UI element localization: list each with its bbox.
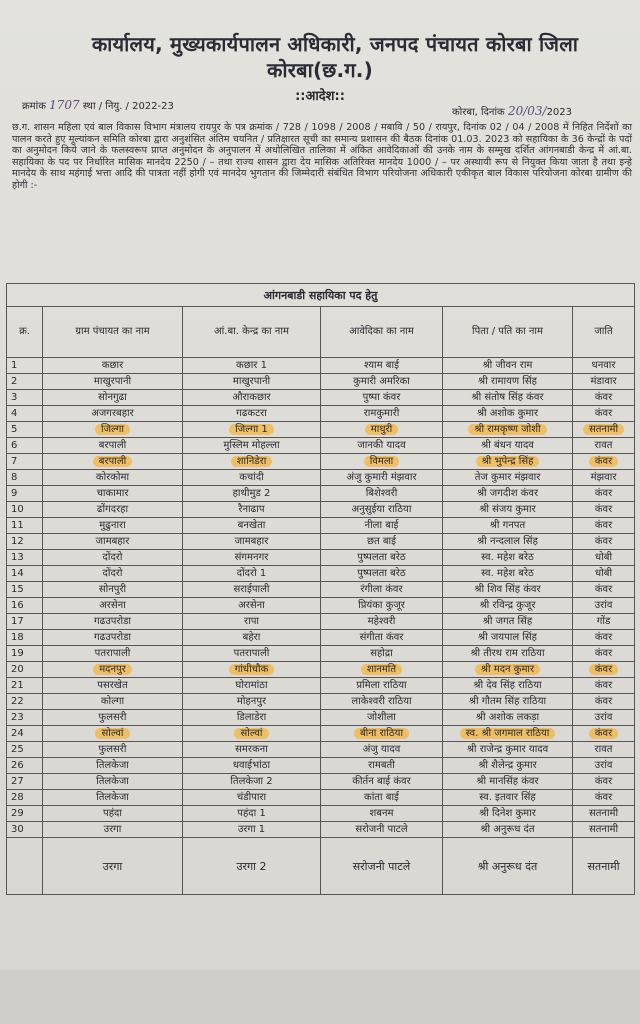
cell-col-center: कछार 1 bbox=[183, 358, 321, 374]
cell-col-applicant: सहोद्रा bbox=[321, 646, 443, 662]
cell-col-gram-panchayat: सोनगुढा bbox=[43, 390, 183, 406]
table-row bbox=[7, 678, 635, 694]
cell-col-gram-panchayat: उरगा bbox=[43, 822, 183, 838]
cell-col-sno: 9 bbox=[7, 486, 43, 502]
cell-col-sno: 4 bbox=[7, 406, 43, 422]
cell-col-applicant: शबनम bbox=[321, 806, 443, 822]
table-row bbox=[7, 774, 635, 790]
highlight-mark: मदनपुर bbox=[93, 664, 132, 675]
cell-col-caste: कंवर bbox=[573, 630, 635, 646]
cell-col-caste: कंवर bbox=[573, 646, 635, 662]
cell-col-sno: 27 bbox=[7, 774, 43, 790]
cell-col-applicant bbox=[321, 454, 443, 470]
cell-col-applicant: पुष्पलता बरेठ bbox=[321, 566, 443, 582]
cell-col-caste: रावत bbox=[573, 742, 635, 758]
cell-col-center: संगमनगर bbox=[183, 550, 321, 566]
cell-col-caste: कंवर bbox=[573, 774, 635, 790]
cell-col-sno: 8 bbox=[7, 470, 43, 486]
highlight-mark: सोल्वां bbox=[95, 728, 129, 739]
cell-col-father: श्री अनुरूध दंत bbox=[443, 822, 573, 838]
header-col-sno: क्र. bbox=[7, 307, 43, 358]
table-row bbox=[7, 646, 635, 662]
cell-col-center: घोरामांठा bbox=[183, 678, 321, 694]
cell-col-center bbox=[183, 662, 321, 678]
highlight-mark: माधुरी bbox=[365, 424, 398, 435]
cell-col-gram-panchayat: तिलकेजा bbox=[43, 774, 183, 790]
cell-col-center: समरकना bbox=[183, 742, 321, 758]
cell-col-sno: 12 bbox=[7, 534, 43, 550]
date-handwritten: 20/03/ bbox=[507, 104, 547, 118]
cell-col-father: श्री मानसिंह कंवर bbox=[443, 774, 573, 790]
cell-col-sno: 22 bbox=[7, 694, 43, 710]
cell-col-applicant: पुष्पा कंवर bbox=[321, 390, 443, 406]
cell-col-father: तेज कुमार मंझवार bbox=[443, 470, 573, 486]
cell-col-applicant: कुमारी अमरिका bbox=[321, 374, 443, 390]
cell-col-caste: मंझवार bbox=[573, 470, 635, 486]
cell-col-applicant: श्याम बाई bbox=[321, 358, 443, 374]
table-row bbox=[7, 790, 635, 806]
table-row bbox=[7, 422, 635, 438]
cell-col-father: श्री शैलेन्द्र कुमार bbox=[443, 758, 573, 774]
highlight-mark: विमला bbox=[364, 456, 400, 467]
table-row bbox=[7, 838, 635, 895]
cell-col-caste bbox=[573, 726, 635, 742]
cell-col-sno: 2 bbox=[7, 374, 43, 390]
cell-col-applicant: अनुसुईया राठिया bbox=[321, 502, 443, 518]
cell-col-gram-panchayat: माखुरपानी bbox=[43, 374, 183, 390]
office-title-district: कोरबा(छ.ग.) bbox=[267, 58, 373, 82]
cell-col-applicant: कीर्तन बाई कंवर bbox=[321, 774, 443, 790]
cell-col-gram-panchayat: पसरखेत bbox=[43, 678, 183, 694]
cell-col-caste: कंवर bbox=[573, 390, 635, 406]
cell-col-gram-panchayat: फुलसरी bbox=[43, 710, 183, 726]
date-prefix: कोरबा, दिनांक bbox=[452, 107, 505, 118]
cell-col-gram-panchayat bbox=[43, 422, 183, 438]
cell-col-sno: 19 bbox=[7, 646, 43, 662]
cell-col-center: पतरापाली bbox=[183, 646, 321, 662]
cell-col-father: श्री जगदीश कंवर bbox=[443, 486, 573, 502]
cell-col-applicant bbox=[321, 422, 443, 438]
cell-col-caste: सतनामी bbox=[573, 806, 635, 822]
cell-col-gram-panchayat bbox=[43, 454, 183, 470]
cell-col-center: दोंदरो 1 bbox=[183, 566, 321, 582]
cell-col-caste: धोबी bbox=[573, 566, 635, 582]
cell-col-center: पहंदा 1 bbox=[183, 806, 321, 822]
cell-col-caste: कंवर bbox=[573, 678, 635, 694]
cell-col-father: श्री राजेन्द्र कुमार यादव bbox=[443, 742, 573, 758]
cell-col-sno: 11 bbox=[7, 518, 43, 534]
cell-col-sno: 18 bbox=[7, 630, 43, 646]
table-row bbox=[7, 454, 635, 470]
cell-col-gram-panchayat: सोनपुरी bbox=[43, 582, 183, 598]
cell-col-father: श्री रामायण सिंह bbox=[443, 374, 573, 390]
cell-col-caste: कंवर bbox=[573, 790, 635, 806]
cell-col-sno: 10 bbox=[7, 502, 43, 518]
highlight-mark: श्री भुपेन्द्र सिंह bbox=[476, 456, 540, 467]
cell-col-caste: सतनामी bbox=[573, 838, 635, 895]
highlight-mark: श्री रामकृष्ण जोशी bbox=[468, 424, 546, 435]
cell-col-center bbox=[183, 726, 321, 742]
cell-col-father: श्री संतोष सिंह कंवर bbox=[443, 390, 573, 406]
cell-col-sno: 16 bbox=[7, 598, 43, 614]
cell-col-gram-panchayat: तिलकेजा bbox=[43, 758, 183, 774]
cell-col-sno bbox=[7, 838, 43, 895]
table-row bbox=[7, 742, 635, 758]
header-col-center: आं.बा. केन्द्र का नाम bbox=[183, 307, 321, 358]
cell-col-sno: 17 bbox=[7, 614, 43, 630]
table-row bbox=[7, 534, 635, 550]
cell-col-sno: 21 bbox=[7, 678, 43, 694]
highlight-mark: श्री मदन कुमार bbox=[475, 664, 540, 675]
cell-col-center: धवाईभांठा bbox=[183, 758, 321, 774]
cell-col-center: तिलकेजा 2 bbox=[183, 774, 321, 790]
cell-col-applicant: छत बाई bbox=[321, 534, 443, 550]
cell-col-sno: 30 bbox=[7, 822, 43, 838]
table-row bbox=[7, 374, 635, 390]
cell-col-gram-panchayat: कोल्गा bbox=[43, 694, 183, 710]
cell-col-center: रापा bbox=[183, 614, 321, 630]
table-row bbox=[7, 598, 635, 614]
cell-col-center: मुस्लिम मोहल्ला bbox=[183, 438, 321, 454]
order-heading: ::आदेश:: bbox=[295, 89, 345, 104]
cell-col-center: डिलाडेरा bbox=[183, 710, 321, 726]
header-col-gram-panchayat: ग्राम पंचायत का नाम bbox=[43, 307, 183, 358]
cell-col-father: स्व. महेश बरेठ bbox=[443, 566, 573, 582]
cell-col-applicant: बिशेश्वरी bbox=[321, 486, 443, 502]
cell-col-sno: 6 bbox=[7, 438, 43, 454]
cell-col-father: स्व. इतवार सिंह bbox=[443, 790, 573, 806]
cell-col-center: औराकछार bbox=[183, 390, 321, 406]
cell-col-sno: 7 bbox=[7, 454, 43, 470]
cell-col-gram-panchayat: चाकामार bbox=[43, 486, 183, 502]
office-title: कार्यालय, मुख्यकार्यपालन अधिकारी, जनपद पंचायत कोरबा जिला bbox=[91, 32, 579, 56]
cell-col-applicant: सरोजनी पाटले bbox=[321, 822, 443, 838]
cell-col-gram-panchayat: जामबहार bbox=[43, 534, 183, 550]
cell-col-center bbox=[183, 454, 321, 470]
cell-col-caste: उरांव bbox=[573, 710, 635, 726]
highlight-mark: जिल्गा 1 bbox=[229, 424, 274, 435]
cell-col-father: श्री संजय कुमार bbox=[443, 502, 573, 518]
cell-col-father bbox=[443, 726, 573, 742]
table-row bbox=[7, 358, 635, 374]
cell-col-father: श्री नन्दलाल सिंह bbox=[443, 534, 573, 550]
cell-col-caste: कंवर bbox=[573, 406, 635, 422]
cell-col-sno: 3 bbox=[7, 390, 43, 406]
cell-col-applicant: जोशीला bbox=[321, 710, 443, 726]
cell-col-father: श्री अशोक लकड़ा bbox=[443, 710, 573, 726]
cell-col-gram-panchayat: अजगरबहार bbox=[43, 406, 183, 422]
cell-col-caste: धनवार bbox=[573, 358, 635, 374]
table-row bbox=[7, 550, 635, 566]
cell-col-center: अरसेना bbox=[183, 598, 321, 614]
cell-col-caste: मंडावार bbox=[573, 374, 635, 390]
cell-col-gram-panchayat: बरपाली bbox=[43, 438, 183, 454]
cell-col-applicant: नीला बाई bbox=[321, 518, 443, 534]
highlight-mark: जिल्गा bbox=[95, 424, 130, 435]
cell-col-applicant: अंजु कुमारी मंझवार bbox=[321, 470, 443, 486]
highlight-mark: बरपाली bbox=[93, 456, 132, 467]
cell-col-caste: धोबी bbox=[573, 550, 635, 566]
table-row bbox=[7, 390, 635, 406]
cell-col-father: श्री देव सिंह राठिया bbox=[443, 678, 573, 694]
table-row bbox=[7, 630, 635, 646]
cell-col-gram-panchayat: ढोंगदरहा bbox=[43, 502, 183, 518]
cell-col-caste: उरांव bbox=[573, 758, 635, 774]
table-row bbox=[7, 806, 635, 822]
cell-col-applicant: रंगीला कंवर bbox=[321, 582, 443, 598]
cell-col-gram-panchayat: गढउपरोडा bbox=[43, 614, 183, 630]
cell-col-center: माखुरपानी bbox=[183, 374, 321, 390]
cell-col-center: उरगा 2 bbox=[183, 838, 321, 895]
cell-col-father: श्री शिव सिंह कंवर bbox=[443, 582, 573, 598]
cell-col-caste: कंवर bbox=[573, 582, 635, 598]
appointment-table bbox=[6, 283, 634, 895]
cell-col-gram-panchayat: फुलसरी bbox=[43, 742, 183, 758]
table-caption: आंगनबाडी सहायिका पद हेतु bbox=[7, 284, 635, 307]
cell-col-caste: उरांव bbox=[573, 598, 635, 614]
cell-col-center: जामबहार bbox=[183, 534, 321, 550]
date-year: 2023 bbox=[546, 107, 573, 118]
cell-col-center: उरगा 1 bbox=[183, 822, 321, 838]
cell-col-applicant: लाकेश्वरी राठिया bbox=[321, 694, 443, 710]
highlight-mark: सतनामी bbox=[583, 424, 624, 435]
cell-col-father: श्री बंधन यादव bbox=[443, 438, 573, 454]
cell-col-applicant: प्रमिला राठिया bbox=[321, 678, 443, 694]
cell-col-father: स्व. महेश बरेठ bbox=[443, 550, 573, 566]
ref-number-handwritten: 1707 bbox=[49, 98, 80, 112]
cell-col-father bbox=[443, 454, 573, 470]
cell-col-father: श्री दिनेश कुमार bbox=[443, 806, 573, 822]
cell-col-sno: 29 bbox=[7, 806, 43, 822]
cell-col-center: हाथीमुड 2 bbox=[183, 486, 321, 502]
highlight-mark: शानमति bbox=[361, 664, 402, 675]
table-row bbox=[7, 486, 635, 502]
highlight-mark: कंवर bbox=[589, 728, 618, 739]
cell-col-sno: 28 bbox=[7, 790, 43, 806]
cell-col-caste: कंवर bbox=[573, 694, 635, 710]
table-row bbox=[7, 518, 635, 534]
cell-col-gram-panchayat: दोंदरो bbox=[43, 550, 183, 566]
table-row bbox=[7, 438, 635, 454]
cell-col-gram-panchayat: कछार bbox=[43, 358, 183, 374]
cell-col-center bbox=[183, 422, 321, 438]
cell-col-applicant: कांता बाई bbox=[321, 790, 443, 806]
header-col-caste: जाति bbox=[573, 307, 635, 358]
cell-col-gram-panchayat: उरगा bbox=[43, 838, 183, 895]
cell-col-caste bbox=[573, 454, 635, 470]
cell-col-gram-panchayat: पहंदा bbox=[43, 806, 183, 822]
cell-col-father bbox=[443, 422, 573, 438]
cell-col-gram-panchayat: कोरकोमा bbox=[43, 470, 183, 486]
cell-col-sno: 14 bbox=[7, 566, 43, 582]
cell-col-sno: 23 bbox=[7, 710, 43, 726]
cell-col-applicant bbox=[321, 726, 443, 742]
cell-col-caste: कंवर bbox=[573, 534, 635, 550]
table-row bbox=[7, 758, 635, 774]
table-row bbox=[7, 710, 635, 726]
cell-col-father: श्री रविन्द्र कुजूर bbox=[443, 598, 573, 614]
header-col-father: पिता / पति का नाम bbox=[443, 307, 573, 358]
highlight-mark: गांधीचौक bbox=[229, 664, 275, 675]
cell-col-sno: 15 bbox=[7, 582, 43, 598]
highlight-mark: कंवर bbox=[589, 456, 618, 467]
cell-col-center: गढकटरा bbox=[183, 406, 321, 422]
cell-col-caste: कंवर bbox=[573, 486, 635, 502]
cell-col-gram-panchayat: अरसेना bbox=[43, 598, 183, 614]
cell-col-applicant: अंजु यादव bbox=[321, 742, 443, 758]
cell-col-father: श्री गौतम सिंह राठिया bbox=[443, 694, 573, 710]
cell-col-father: श्री अनुरूध दंत bbox=[443, 838, 573, 895]
cell-col-applicant: जानकी यादव bbox=[321, 438, 443, 454]
cell-col-father: श्री जगत सिंह bbox=[443, 614, 573, 630]
cell-col-gram-panchayat bbox=[43, 662, 183, 678]
cell-col-center: चंडीपारा bbox=[183, 790, 321, 806]
table-row bbox=[7, 566, 635, 582]
cell-col-gram-panchayat bbox=[43, 726, 183, 742]
cell-col-center: बहेरा bbox=[183, 630, 321, 646]
cell-col-center: बनखेता bbox=[183, 518, 321, 534]
header-col-applicant: आवेदिका का नाम bbox=[321, 307, 443, 358]
cell-col-sno: 20 bbox=[7, 662, 43, 678]
cell-col-caste: कंवर bbox=[573, 502, 635, 518]
reference-number bbox=[22, 98, 174, 112]
cell-col-sno: 26 bbox=[7, 758, 43, 774]
cell-col-center: मोहनपुर bbox=[183, 694, 321, 710]
cell-col-center: रैनाढाप bbox=[183, 502, 321, 518]
cell-col-gram-panchayat: तिलकेजा bbox=[43, 790, 183, 806]
cell-col-father: श्री जीवन राम bbox=[443, 358, 573, 374]
table-row bbox=[7, 662, 635, 678]
highlight-mark: शानिडेरा bbox=[231, 456, 273, 467]
cell-col-gram-panchayat: गढउपरोडा bbox=[43, 630, 183, 646]
cell-col-father: श्री जयपाल सिंह bbox=[443, 630, 573, 646]
highlight-mark: सोल्वां bbox=[234, 728, 268, 739]
cell-col-sno: 5 bbox=[7, 422, 43, 438]
cell-col-applicant: रामकुमारी bbox=[321, 406, 443, 422]
cell-col-applicant: महेश्वरी bbox=[321, 614, 443, 630]
highlight-mark: स्व. श्री जगमाल राठिया bbox=[460, 728, 556, 739]
page-bottom-margin bbox=[0, 970, 640, 1024]
cell-col-caste: गोंड bbox=[573, 614, 635, 630]
table-row bbox=[7, 502, 635, 518]
table-row bbox=[7, 406, 635, 422]
cell-col-sno: 1 bbox=[7, 358, 43, 374]
cell-col-applicant: प्रियंका कुजूर bbox=[321, 598, 443, 614]
cell-col-father bbox=[443, 662, 573, 678]
cell-col-sno: 24 bbox=[7, 726, 43, 742]
cell-col-center: कचांदी bbox=[183, 470, 321, 486]
cell-col-sno: 25 bbox=[7, 742, 43, 758]
table-row bbox=[7, 726, 635, 742]
highlight-mark: बीना राठिया bbox=[354, 728, 409, 739]
cell-col-applicant: पुष्पलता बरेठ bbox=[321, 550, 443, 566]
ref-suffix: स्था / नियु. / 2022-23 bbox=[82, 101, 174, 112]
cell-col-caste bbox=[573, 662, 635, 678]
table-row bbox=[7, 822, 635, 838]
cell-col-applicant: सरोजनी पाटले bbox=[321, 838, 443, 895]
cell-col-gram-panchayat: दोंदरो bbox=[43, 566, 183, 582]
cell-col-father: श्री अशोक कुमार bbox=[443, 406, 573, 422]
cell-col-caste bbox=[573, 422, 635, 438]
cell-col-gram-panchayat: पतरापाली bbox=[43, 646, 183, 662]
cell-col-sno: 13 bbox=[7, 550, 43, 566]
cell-col-center: सराईपाली bbox=[183, 582, 321, 598]
order-date bbox=[452, 104, 572, 118]
cell-col-caste: रावत bbox=[573, 438, 635, 454]
table-row bbox=[7, 614, 635, 630]
highlight-mark: कंवर bbox=[589, 664, 618, 675]
ref-prefix: क्रमांक bbox=[22, 101, 46, 112]
cell-col-father: श्री गनपत bbox=[443, 518, 573, 534]
cell-col-applicant: रामबती bbox=[321, 758, 443, 774]
order-paragraph: छ.ग. शासन महिला एवं बाल विकास विभाग मंत्रालय रायपुर के पत्र क्रमांक / 728 / 1098 / 2008 / मबावि / 50 / रायपुर, दिनांक 02 / 04 / 2008 में निहित निर्देशों का पालन करते हुए मूल्यांकन समिति कोरबा द्वारा अनुशंसित अंतिम चयनित / प्रतिक्षारत सूची का समान्य प्रशासन की बैठक दिनांक 01.03. 2023 को सहायिका के 36 केन्द्रों के पदों का अनुमोदन किये जाने के फलस्वरूप प्राप्त अनुमोदन के अनुपालन में अधोलिखित तालिका में अंकित आवेदिकाओं की उनके नाम के सम्मुख दर्शित आंगनबाडी केन्द्र में आं.बा. सहायिका के पद पर निर्धारित मासिक मानदेय 2250 / – तथा राज्य शासन द्वारा देय मासिक अतिरिक्त मानदेय 1000 / – पर अस्थायी रूप से नियुक्त किया जाता है तथा इन्हे मानदेय के साथ महंगाई भत्ता आदि की पात्रता नहीं होगी एवं मानदेय भुगतान की जिम्मेदारी संबंधित विभाग परियोजना अधिकारी एकीकृत बाल विकास परियोजना कोरबा ग्रामीण की होगी :- bbox=[12, 122, 632, 191]
table-row bbox=[7, 470, 635, 486]
cell-col-caste: कंवर bbox=[573, 518, 635, 534]
cell-col-father: श्री तीरथ राम राठिया bbox=[443, 646, 573, 662]
cell-col-gram-panchayat: मुढुनारा bbox=[43, 518, 183, 534]
cell-col-caste: सतनामी bbox=[573, 822, 635, 838]
cell-col-applicant: संगीता कंवर bbox=[321, 630, 443, 646]
cell-col-applicant bbox=[321, 662, 443, 678]
table-row bbox=[7, 694, 635, 710]
table-row bbox=[7, 582, 635, 598]
